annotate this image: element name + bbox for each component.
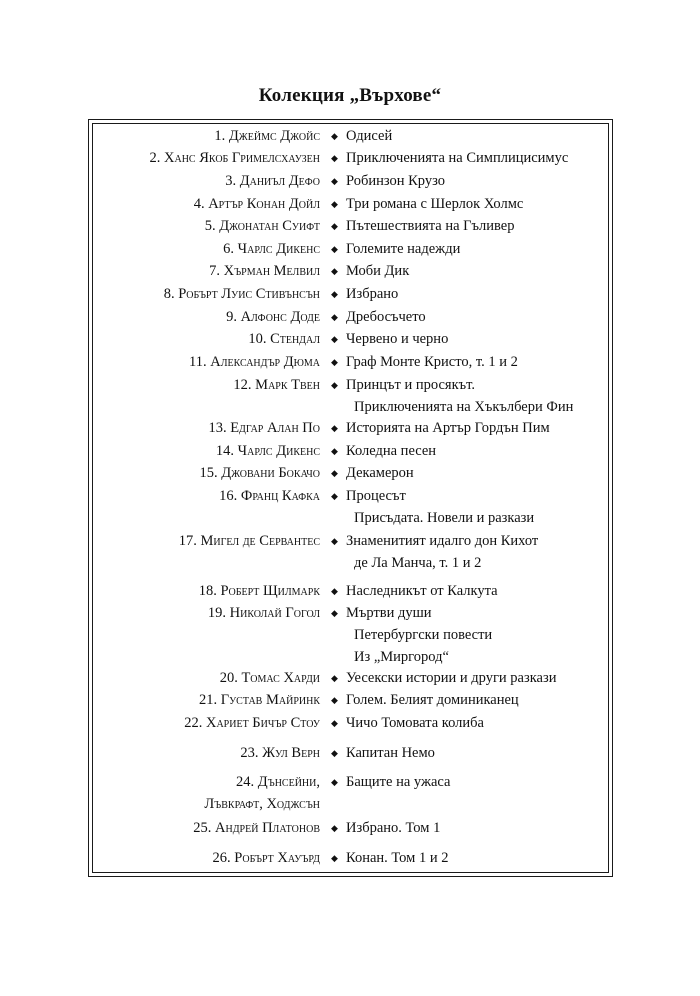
- author-line: 2. Ханс Якоб Гримелсхаузен: [149, 150, 320, 166]
- author-line: 1. Джеймс Джойс: [214, 128, 320, 144]
- book-title: Три романа с Шерлок Холмс: [346, 196, 524, 212]
- entry-titles: [346, 283, 616, 305]
- entry-titles: [346, 712, 616, 734]
- author-line: 12. Марк Твен: [233, 377, 320, 393]
- diamond-bullet-icon: ◆: [331, 423, 338, 433]
- entry-titles: [346, 440, 616, 462]
- author-line: 11. Александър Дюма: [189, 354, 320, 370]
- entry-author: [20, 147, 320, 169]
- author-line: 5. Джонатан Суифт: [204, 218, 320, 234]
- diamond-bullet-icon: ◆: [331, 176, 338, 186]
- entry-author: [20, 742, 320, 764]
- diamond-bullet-icon: ◆: [331, 491, 338, 501]
- entry-titles: [346, 170, 616, 192]
- author-line: 23. Жул Верн: [240, 745, 320, 761]
- book-title: Историята на Артър Гордън Пим: [346, 420, 550, 436]
- diamond-bullet-icon: ◆: [331, 221, 338, 231]
- diamond-bullet-icon: ◆: [331, 312, 338, 322]
- author-line: 14. Чарлс Дикенс: [215, 443, 320, 459]
- entry-author: [20, 328, 320, 350]
- author-line: 9. Алфонс Доде: [226, 309, 320, 325]
- entry-author: [20, 667, 320, 689]
- diamond-bullet-icon: ◆: [331, 289, 338, 299]
- author-line: 8. Робърт Луис Стивънсън: [163, 286, 320, 302]
- entry-titles: [346, 306, 616, 328]
- entry-author: [20, 193, 320, 215]
- entry-author: [20, 771, 320, 815]
- entry-titles: [346, 817, 616, 839]
- entry-titles: [346, 125, 616, 147]
- entry-author: [20, 283, 320, 305]
- book-title: Присъдата. Новели и разкази: [354, 510, 535, 526]
- book-title: Бащите на ужаса: [346, 774, 451, 790]
- book-title: Конан. Том 1 и 2: [346, 850, 449, 866]
- entry-titles: [346, 530, 616, 574]
- book-title: Избрано: [346, 286, 399, 302]
- book-title: Декамерон: [346, 465, 414, 481]
- entry-titles: [346, 771, 616, 793]
- entry-author: [20, 485, 320, 507]
- entry-titles: [346, 260, 616, 282]
- book-title: Из „Миргород“: [354, 649, 449, 665]
- entry-titles: [346, 667, 616, 689]
- book-title: Петербургски повести: [354, 627, 493, 643]
- diamond-bullet-icon: ◆: [331, 334, 338, 344]
- book-title: Големите надежди: [346, 241, 461, 257]
- author-line: 22. Хариет Бичър Стоу: [184, 715, 320, 731]
- diamond-bullet-icon: ◆: [331, 266, 338, 276]
- entry-author: [20, 847, 320, 869]
- diamond-bullet-icon: ◆: [331, 244, 338, 254]
- book-title: Наследникът от Калкута: [346, 583, 498, 599]
- book-title: Чичо Томовата колиба: [346, 715, 484, 731]
- author-line: 10. Стендал: [248, 331, 320, 347]
- book-title: Уесекски истории и други разкази: [346, 670, 557, 686]
- diamond-bullet-icon: ◆: [331, 380, 338, 390]
- entry-author: [20, 689, 320, 711]
- entry-titles: [346, 485, 616, 529]
- diamond-bullet-icon: ◆: [331, 823, 338, 833]
- entry-author: [20, 462, 320, 484]
- diamond-bullet-icon: ◆: [331, 446, 338, 456]
- book-title: Моби Дик: [346, 263, 410, 279]
- entry-titles: [346, 193, 616, 215]
- diamond-bullet-icon: ◆: [331, 199, 338, 209]
- book-title: Принцът и просякът.: [346, 377, 475, 393]
- entry-author: [20, 374, 320, 396]
- entry-titles: [346, 602, 616, 668]
- author-line: 21. Густав Майринк: [198, 692, 320, 708]
- diamond-bullet-icon: ◆: [331, 695, 338, 705]
- entry-titles: [346, 462, 616, 484]
- entry-author: [20, 817, 320, 839]
- entry-titles: [346, 847, 616, 869]
- author-line: 18. Роберт Щилмарк: [198, 583, 320, 599]
- book-title: Знаменитият идалго дон Кихот: [346, 533, 539, 549]
- entry-author: [20, 440, 320, 462]
- entry-author: [20, 530, 320, 552]
- book-title: Робинзон Крузо: [346, 173, 446, 189]
- book-title: Капитан Немо: [346, 745, 435, 761]
- book-title: Избрано. Том 1: [346, 820, 441, 836]
- diamond-bullet-icon: ◆: [331, 357, 338, 367]
- book-title: Процесът: [346, 488, 406, 504]
- author-line: 17. Мигел де Сервантес: [178, 533, 320, 549]
- diamond-bullet-icon: ◆: [331, 131, 338, 141]
- author-line: Лъвкрафт, Ходжсън: [204, 796, 320, 812]
- diamond-bullet-icon: ◆: [331, 536, 338, 546]
- author-line: 26. Робърт Хауърд: [212, 850, 320, 866]
- entry-author: [20, 306, 320, 328]
- book-title: Коледна песен: [346, 443, 437, 459]
- entry-author: [20, 215, 320, 237]
- diamond-bullet-icon: ◆: [331, 608, 338, 618]
- author-line: 20. Томас Харди: [219, 670, 320, 686]
- entry-author: [20, 712, 320, 734]
- entry-author: [20, 170, 320, 192]
- book-title: Одисей: [346, 128, 393, 144]
- entry-titles: [346, 147, 616, 169]
- author-line: 4. Артър Конан Дойл: [193, 196, 320, 212]
- entry-author: [20, 238, 320, 260]
- book-title: Червено и черно: [346, 331, 449, 347]
- book-title: Дребосъчето: [346, 309, 426, 325]
- book-title: де Ла Манча, т. 1 и 2: [354, 555, 482, 571]
- author-line: 13. Едгар Алан По: [208, 420, 320, 436]
- diamond-bullet-icon: ◆: [331, 468, 338, 478]
- entry-titles: [346, 215, 616, 237]
- diamond-bullet-icon: ◆: [331, 718, 338, 728]
- entry-titles: [346, 238, 616, 260]
- entry-titles: [346, 742, 616, 764]
- author-line: 24. Дънсейни,: [236, 774, 320, 790]
- diamond-bullet-icon: ◆: [331, 153, 338, 163]
- entry-author: [20, 351, 320, 373]
- entry-titles: [346, 351, 616, 373]
- author-line: 16. Франц Кафка: [219, 488, 320, 504]
- entry-titles: [346, 328, 616, 350]
- book-title: Пътешествията на Гъливер: [346, 218, 515, 234]
- book-title: Граф Монте Кристо, т. 1 и 2: [346, 354, 518, 370]
- author-line: 19. Николай Гогол: [207, 605, 320, 621]
- author-line: 7. Хърман Мелвил: [209, 263, 320, 279]
- entry-titles: [346, 374, 616, 418]
- book-title: Мъртви души: [346, 605, 432, 621]
- entry-titles: [346, 580, 616, 602]
- diamond-bullet-icon: ◆: [331, 673, 338, 683]
- page-title: Колекция „Върхове“: [258, 85, 442, 106]
- diamond-bullet-icon: ◆: [331, 777, 338, 787]
- book-title: Голем. Белият доминиканец: [346, 692, 519, 708]
- author-line: 15. Джовани Бокачо: [199, 465, 320, 481]
- diamond-bullet-icon: ◆: [331, 853, 338, 863]
- entry-author: [20, 260, 320, 282]
- diamond-bullet-icon: ◆: [331, 586, 338, 596]
- entry-author: [20, 602, 320, 624]
- entry-author: [20, 580, 320, 602]
- entry-author: [20, 417, 320, 439]
- book-title: Приключенията на Симплицисимус: [346, 150, 569, 166]
- author-line: 3. Даниъл Дефо: [225, 173, 320, 189]
- diamond-bullet-icon: ◆: [331, 748, 338, 758]
- author-line: 25. Андрей Платонов: [193, 820, 320, 836]
- entry-titles: [346, 417, 616, 439]
- book-title: Приключенията на Хъкълбери Фин: [354, 399, 574, 415]
- author-line: 6. Чарлс Дикенс: [223, 241, 320, 257]
- entry-titles: [346, 689, 616, 711]
- entry-author: [20, 125, 320, 147]
